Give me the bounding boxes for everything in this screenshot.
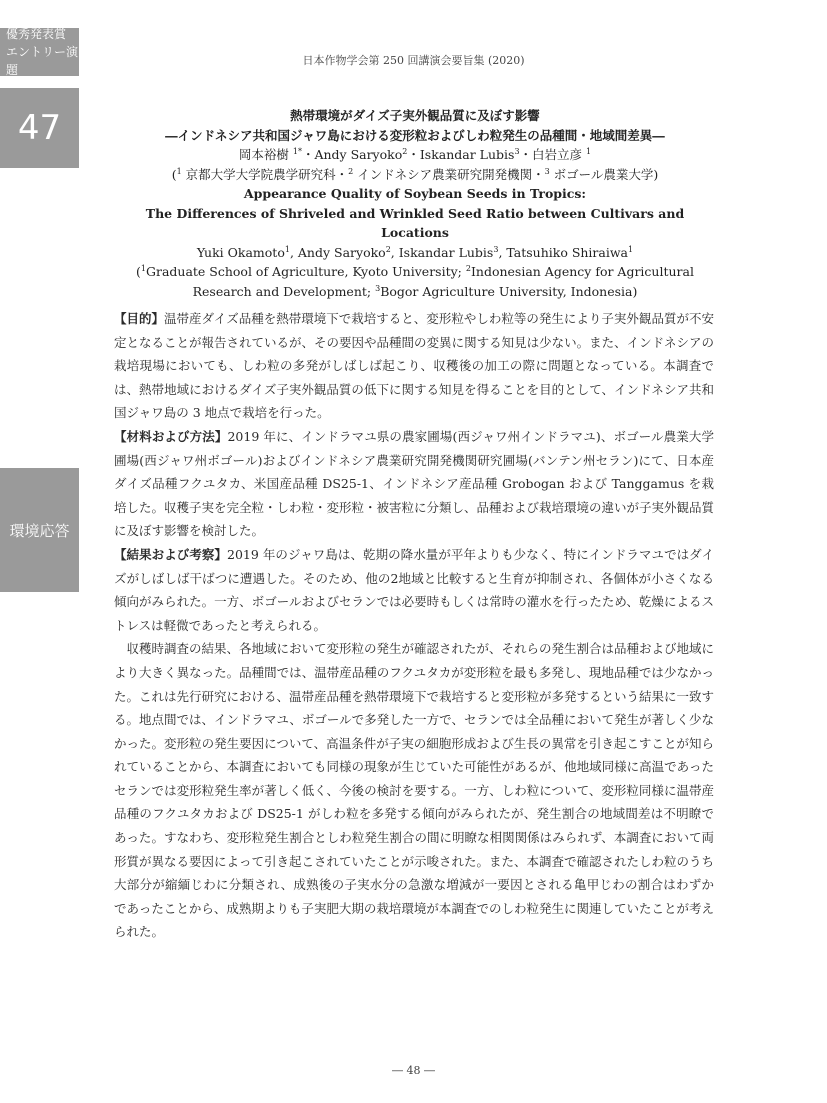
affiliations-ja: ($^1$ 京都大学大学院農学研究科・$^2$ インドネシア農業研究開発機関・$^3$ ボゴール農業大学): [171, 166, 659, 182]
award-label-line1: 優秀発表賞: [6, 27, 67, 41]
paragraph-results-continued: 収穫時調査の結果、各地域において変形粒の発生が確認されたが、それらの発生割合は品種および地域により大きく異なった。品種間では、温帯産品種のフクユタカが変形粒を最も多発し、現地品種では少なかった。これは先行研究における、温帯産品種を熱帯環境下で栽培すると変形粒が多発するという結果に一致する。地点間では、インドラマユ、ボゴールで多発した一方で、セランでは全品種において発生が著しく少なかった。変形粒の発生要因について、高温条件が子実の細胞形成および生長の異常を引き起こすことが知られていることから、本調査においても同様の現象が生じていた可能性があるが、他地域同様に高温であったセランでは変形粒発生率が著しく低く、今後の検討を要する。一方、しわ粒について、変形粒同様に温帯産品種のフクユタカおよび DS25-1 がしわ粒を多発する傾向がみられたが、発生割合の地域間差は不明瞭であった。すなわち、変形粒発生割合としわ粒発生割合の間に明瞭な相関関係はみられず、本調査において両形質が異なる要因によって引き起こされていたことが示唆された。また、本調査で確認されたしわ粒のうち大部分が縮緬じわに分類され、成熟後の子実水分の急激な増減が一要因とされる亀甲じわの割合はわずかであったことから、成熟期よりも子実肥大期の栽培環境が本調査でのしわ粒発生に関連していたことが考えられた。: [114, 641, 715, 940]
authors-ja: 岡本裕樹 $^{1*}$・Andy Saryoko$^2$・Iskandar Lubis$^3$・白岩立彦 $^1$: [238, 146, 592, 162]
title-ja-main: 熱帯環境がダイズ子実外観品質に及ぼす影響: [290, 108, 540, 123]
paragraph-methods: 【材料および方法】2019 年に、インドラマユ県の農家圃場(西ジャワ州インドラマユ)、ボゴール農業大学圃場(西ジャワ州ボゴール)およびインドネシア農業研究開発機関研究圃場(バンテン州セラン)にて、日本産ダイズ品種フクユタカ、米国産品種 DS25-1、インドネシア産品種 Grobogan および Tanggamus を栽培した。収穫子実を完全粒・しわ粒・変形粒・被害粒に分類し、品種および栽培環境の違いが子実外観品質に及ぼす影響を検討した。: [114, 428, 715, 539]
paragraph-results: 【結果および考察】2019 年のジャワ島は、乾期の降水量が平年よりも少なく、特にインドラマユではダイズがしばしば干ばつに遭遇した。そのため、他の2地域と比較すると生育が抑制され、各個体が小さくなる傾向がみられた。一方、ボゴールおよびセランでは必要時もしくは常時の灌水を行ったため、乾燥によるストレスは軽微であったと考えられる。: [114, 546, 714, 633]
heading-methods: 【材料および方法】: [114, 428, 228, 444]
page-number: ― 48 ―: [392, 1064, 435, 1077]
presentation-number-tab: 47: [0, 88, 79, 168]
title-en-line2: The Differences of Shriveled and Wrinkled Seed Ratio between Cultivars and Locations: [145, 205, 685, 240]
award-label-line2: エントリー演題: [6, 45, 79, 77]
title-block: [110, 106, 720, 301]
title-en-line1: Appearance Quality of Soybean Seeds in Tropics:: [243, 186, 587, 201]
journal-header: 日本作物学会第 250 回講演会要旨集 (2020): [302, 54, 525, 67]
heading-objective: 【目的】: [114, 311, 165, 326]
affiliations-en: ($^1$Graduate School of Agriculture, Kyoto University; $^2$Indonesian Agency for Agricultural Research and Development; $^3$Bogor Agriculture University, Indonesia): [136, 263, 694, 299]
category-tab: 環境応答: [0, 468, 79, 592]
abstract-body: [114, 307, 714, 944]
authors-en: Yuki Okamoto$^1$, Andy Saryoko$^2$, Iskandar Lubis$^3$, Tatsuhiko Shiraiwa$^1$: [196, 244, 634, 260]
title-ja-subtitle: ―インドネシア共和国ジャワ島における変形粒およびしわ粒発生の品種間・地域間差異―: [165, 127, 665, 143]
heading-results: 【結果および考察】: [114, 546, 227, 562]
paragraph-objective: 【目的】温帯産ダイズ品種を熱帯環境下で栽培すると、変形粒やしわ粒等の発生により子実外観品質が不安定となることが報告されているが、その要因や品種間の変異に関する知見は少ない。また、インドネシアの栽培現場においても、しわ粒の多発がしばしば起こり、収穫後の加工の際に問題となっている。本調査では、熱帯地域におけるダイズ子実外観品質の低下に関する知見を得ることを目的として、インドネシア共和国ジャワ島の 3 地点で栽培を行った。: [114, 311, 714, 421]
